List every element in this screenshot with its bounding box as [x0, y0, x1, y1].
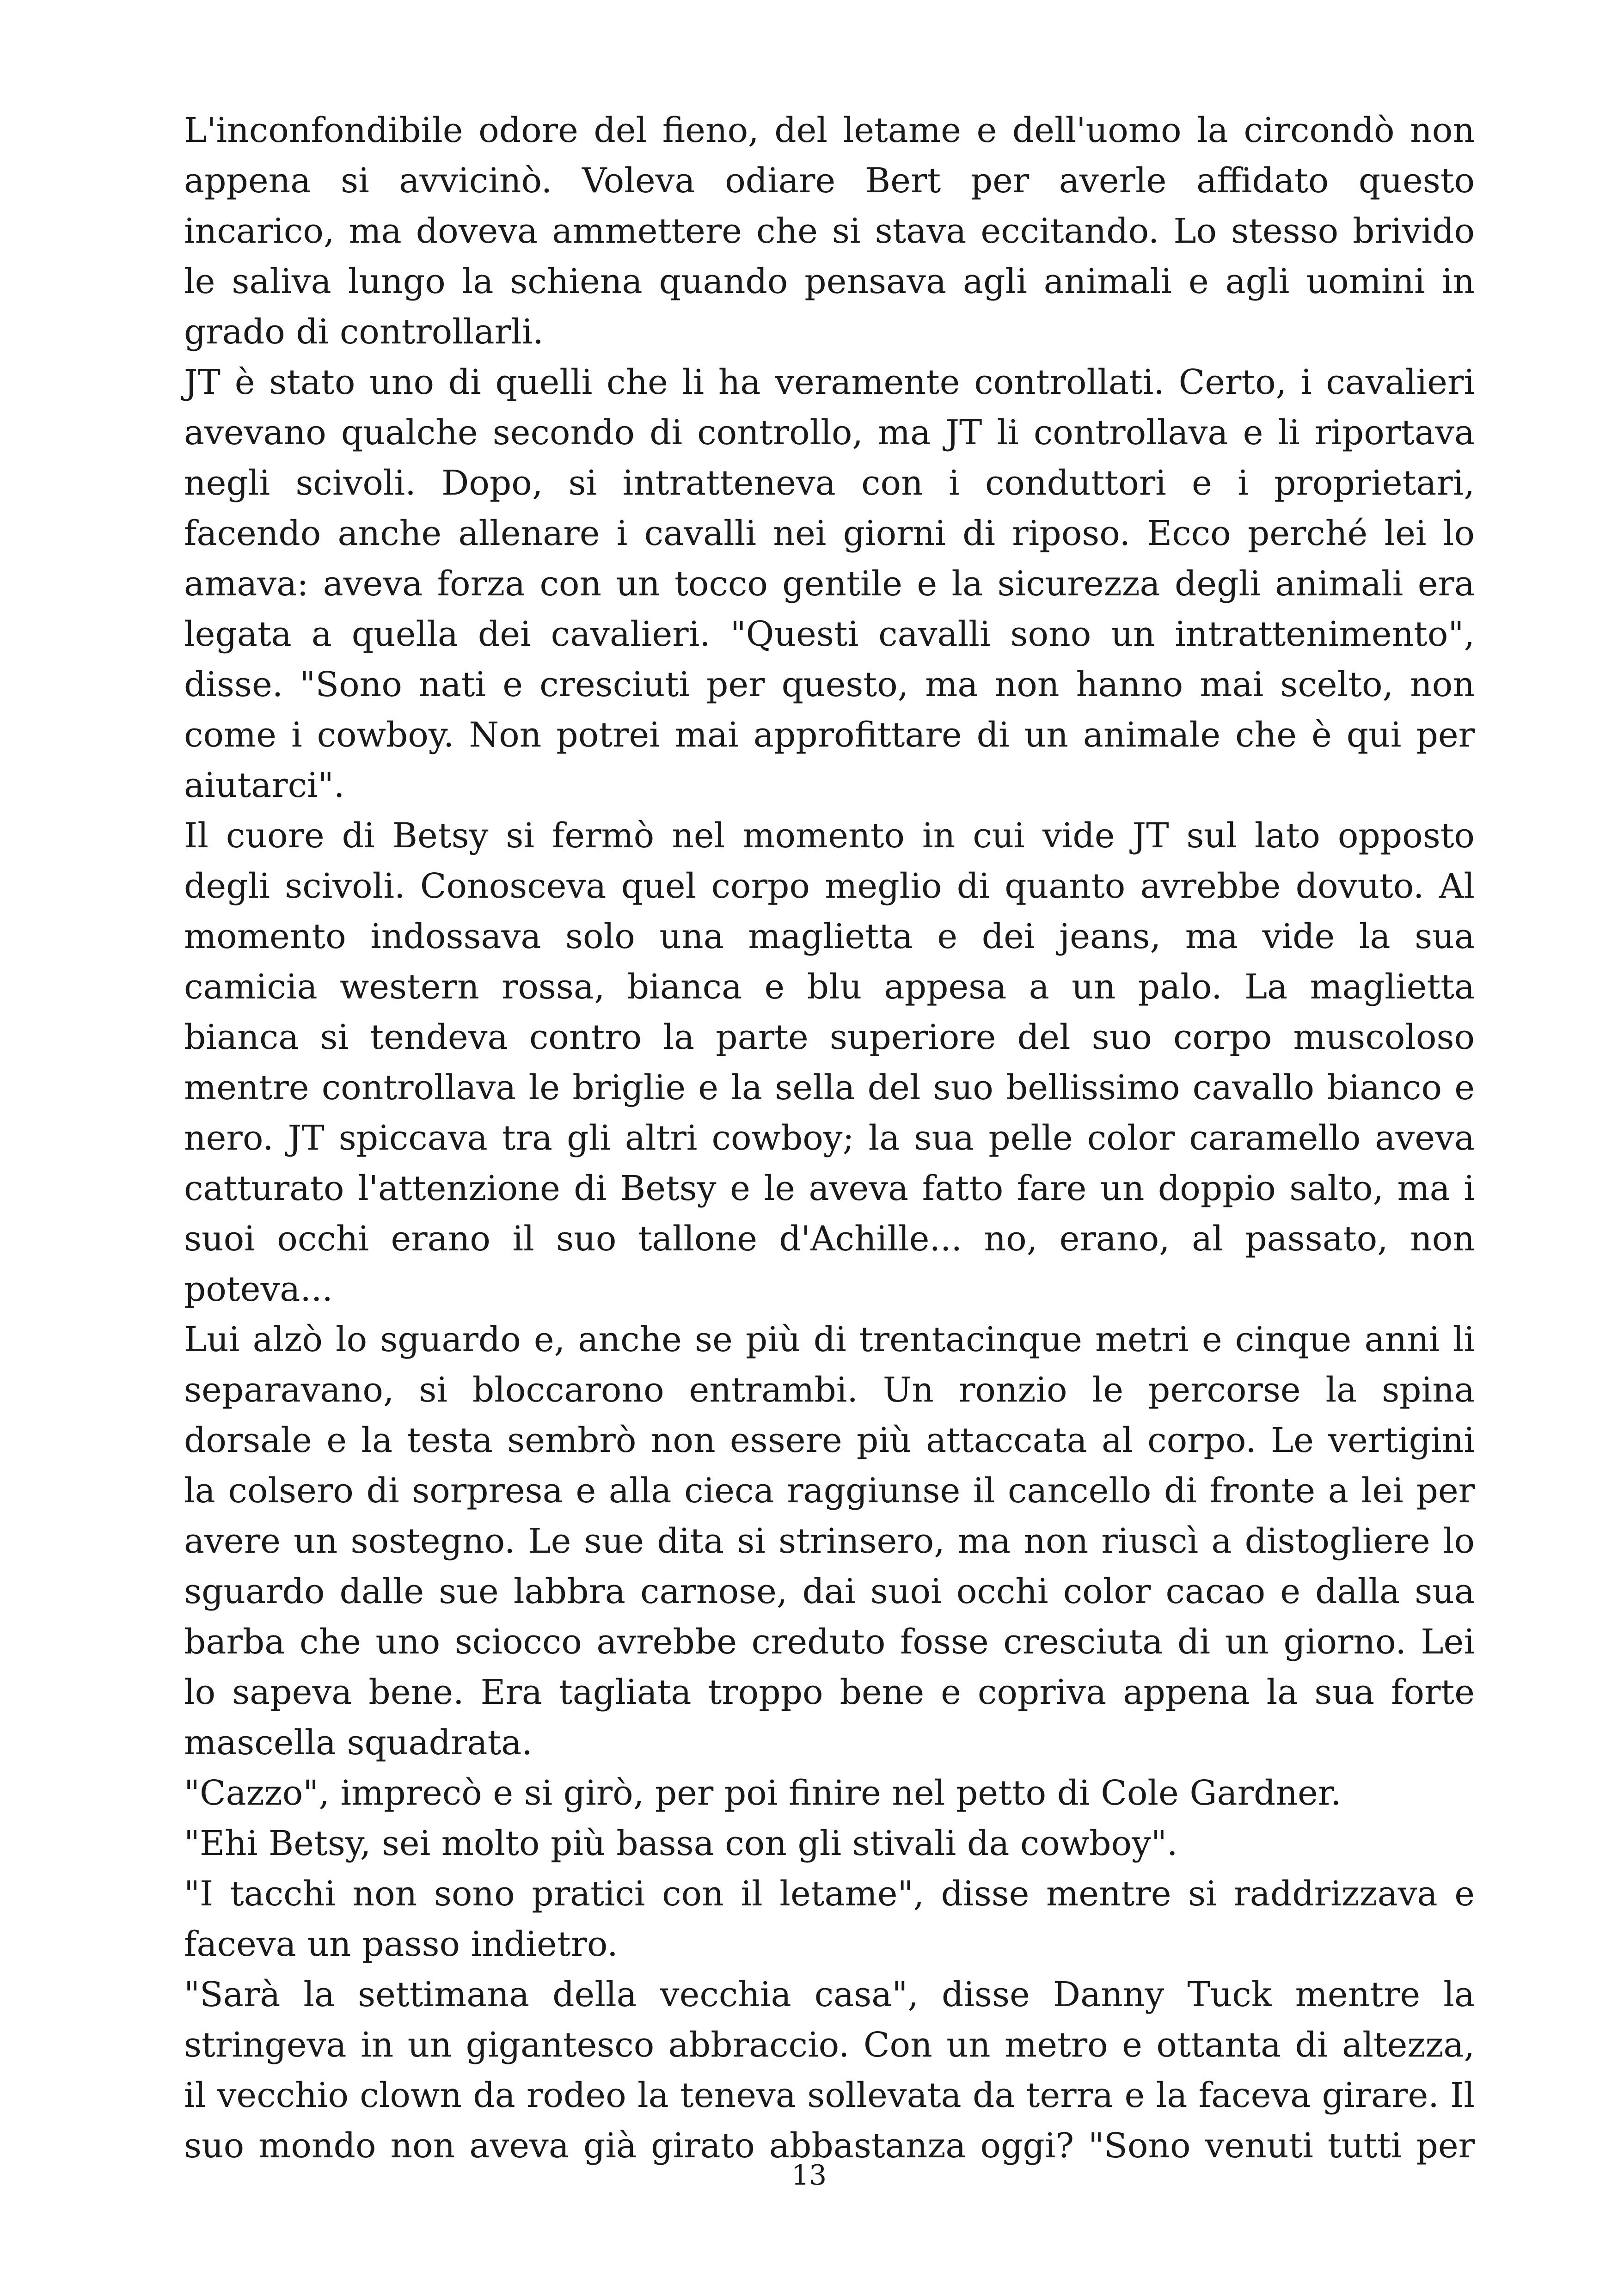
- text-line: "I tacchi non sono pratici con il letame", disse mentre si raddrizzava e: [184, 1874, 1475, 1914]
- text-line: "Sarà la settimana della vecchia casa", disse Danny Tuck mentre la: [184, 1975, 1475, 2014]
- text-line: mascella squadrata.: [184, 1723, 533, 1763]
- text-line: separavano, si bloccarono entrambi. Un ronzio le percorse la spina: [184, 1370, 1475, 1410]
- text-line: dorsale e la testa sembrò non essere più attaccata al corpo. Le vertigini: [184, 1420, 1475, 1460]
- text-line: degli scivoli. Conosceva quel corpo meglio di quanto avrebbe dovuto. Al: [184, 866, 1475, 906]
- text-line: stringeva in un gigantesco abbraccio. Con un metro e ottanta di altezza,: [184, 2025, 1475, 2065]
- text-line: incarico, ma doveva ammettere che si stava eccitando. Lo stesso brivido: [184, 211, 1475, 251]
- text-line: L'inconfondibile odore del fieno, del letame e dell'uomo la circondò non: [184, 110, 1475, 150]
- text-line: suoi occhi erano il suo tallone d'Achille... no, erano, al passato, non: [184, 1219, 1475, 1259]
- text-line: avere un sostegno. Le sue dita si strinsero, ma non riuscì a distogliere lo: [184, 1521, 1475, 1561]
- text-line: momento indossava solo una maglietta e dei jeans, ma vide la sua: [184, 917, 1475, 956]
- text-line: "Ehi Betsy, sei molto più bassa con gli stivali da cowboy".: [184, 1824, 1178, 1863]
- text-line: JT è stato uno di quelli che li ha veramente controllati. Certo, i cavalieri: [184, 362, 1475, 402]
- text-line: camicia western rossa, bianca e blu appesa a un palo. La maglietta: [184, 967, 1475, 1007]
- text-line: facendo anche allenare i cavalli nei giorni di riposo. Ecco perché lei lo: [184, 514, 1475, 553]
- body-text: [184, 105, 1475, 2171]
- text-line: le saliva lungo la schiena quando pensava agli animali e agli uomini in: [184, 262, 1475, 301]
- text-line: appena si avvicinò. Voleva odiare Bert per averle affidato questo: [184, 161, 1475, 201]
- text-line: poteva...: [184, 1269, 333, 1309]
- text-line: aiutarci".: [184, 765, 345, 805]
- text-line: il vecchio clown da rodeo la teneva sollevata da terra e la faceva girare. Il: [184, 2076, 1475, 2115]
- text-line: nero. JT spiccava tra gli altri cowboy; la sua pelle color caramello aveva: [184, 1118, 1475, 1158]
- text-line: sguardo dalle sue labbra carnose, dai suoi occhi color cacao e dalla sua: [184, 1572, 1475, 1611]
- text-line: avevano qualche secondo di controllo, ma JT li controllava e li riportava: [184, 413, 1475, 453]
- text-line: barba che uno sciocco avrebbe creduto fosse cresciuta di un giorno. Lei: [184, 1622, 1475, 1662]
- text-line: Lui alzò lo sguardo e, anche se più di trentacinque metri e cinque anni li: [184, 1320, 1475, 1359]
- text-line: legata a quella dei cavalieri. "Questi cavalli sono un intrattenimento",: [184, 614, 1475, 654]
- text-line: "Cazzo", imprecò e si girò, per poi finire nel petto di Cole Gardner.: [184, 1773, 1342, 1813]
- text-line: suo mondo non aveva già girato abbastanza oggi? "Sono venuti tutti per: [184, 2126, 1475, 2166]
- text-line: amava: aveva forza con un tocco gentile e la sicurezza degli animali era: [184, 564, 1475, 604]
- text-line: grado di controllarli.: [184, 312, 544, 352]
- text-line: Il cuore di Betsy si fermò nel momento in cui vide JT sul lato opposto: [184, 816, 1475, 856]
- text-line: negli scivoli. Dopo, si intratteneva con i conduttori e i proprietari,: [184, 463, 1475, 503]
- text-line: la colsero di sorpresa e alla cieca raggiunse il cancello di fronte a lei per: [184, 1471, 1475, 1511]
- text-line: come i cowboy. Non potrei mai approfittare di un animale che è qui per: [184, 715, 1475, 755]
- text-line: faceva un passo indietro.: [184, 1924, 618, 1964]
- text-line: lo sapeva bene. Era tagliata troppo bene e copriva appena la sua forte: [184, 1672, 1475, 1712]
- text-line: disse. "Sono nati e cresciuti per questo, ma non hanno mai scelto, non: [184, 665, 1475, 704]
- text-line: mentre controllava le briglie e la sella del suo bellissimo cavallo bianco e: [184, 1068, 1475, 1108]
- text-line: bianca si tendeva contro la parte superiore del suo corpo muscoloso: [184, 1017, 1475, 1057]
- text-line: catturato l'attenzione di Betsy e le aveva fatto fare un doppio salto, ma i: [184, 1169, 1475, 1208]
- page-number: 13: [791, 2159, 827, 2192]
